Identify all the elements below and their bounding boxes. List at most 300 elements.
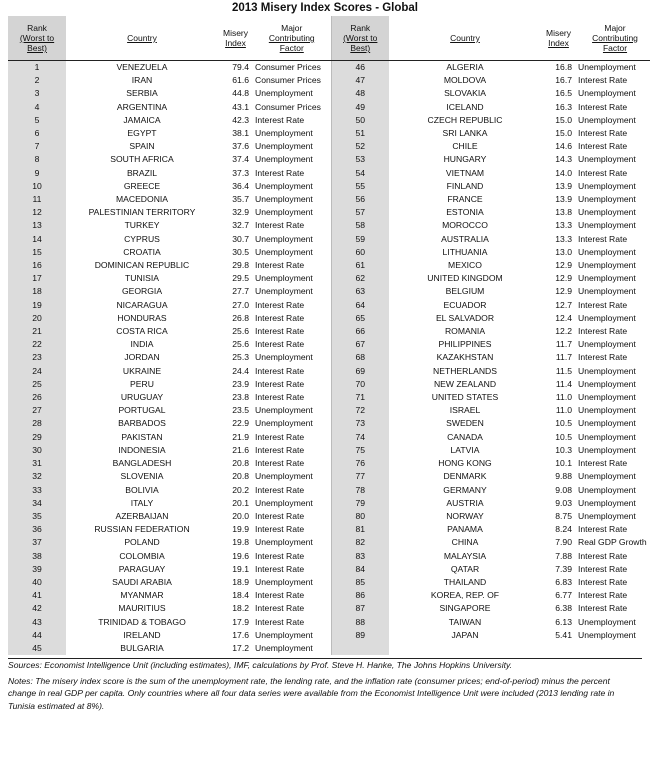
right-country-cell: FINLAND: [446, 180, 484, 191]
left-country-cell: JORDAN: [124, 352, 160, 363]
right-factor-cell: Unemployment: [578, 62, 636, 72]
left-misery-cell: 22.9: [232, 418, 249, 429]
left-rank-cell: 7: [8, 140, 66, 153]
right-factor-cell: Unemployment: [578, 312, 636, 323]
right-factor-cell: Interest Rate: [578, 326, 628, 337]
left-factor-cell: Consumer Prices: [255, 101, 321, 112]
left-misery-cell: 21.6: [232, 444, 249, 455]
left-country-cell: UKRAINE: [122, 365, 162, 376]
rank-header-left: Rank (Worst to Best): [8, 16, 66, 61]
left-country-cell: ITALY: [130, 497, 154, 508]
left-misery-cell: 20.8: [232, 458, 249, 469]
right-factor-cell: Unemployment: [578, 497, 636, 508]
left-rank-cell: 4: [8, 101, 66, 114]
table-row: [8, 180, 650, 193]
right-factor-cell: Interest Rate: [578, 550, 628, 561]
left-factor-cell: Consumer Prices: [255, 62, 321, 72]
right-country-cell: DENMARK: [443, 471, 487, 482]
right-misery-cell: 7.88: [555, 550, 572, 561]
right-rank-cell: 85: [331, 576, 389, 589]
right-rank-cell: 62: [331, 272, 389, 285]
right-rank-cell: 70: [331, 378, 389, 391]
left-country-cell: JAMAICA: [123, 114, 161, 125]
right-country-cell: SLOVAKIA: [444, 88, 486, 99]
table-row: [8, 206, 650, 219]
right-rank-cell: 82: [331, 536, 389, 549]
right-factor-cell: Unemployment: [578, 154, 636, 165]
table-row: [8, 484, 650, 497]
left-misery-cell: 37.3: [232, 167, 249, 178]
left-misery-cell: 23.9: [232, 378, 249, 389]
left-country-cell: BARBADOS: [118, 418, 166, 429]
left-misery-cell: 36.4: [232, 180, 249, 191]
right-rank-cell: 77: [331, 470, 389, 483]
left-factor-cell: Interest Rate: [255, 616, 305, 627]
left-country-cell: IRELAND: [123, 629, 161, 640]
right-rank-cell: 66: [331, 325, 389, 338]
left-rank-cell: 24: [8, 365, 66, 378]
right-country-cell: UNITED STATES: [431, 392, 499, 403]
table-row: [8, 219, 650, 232]
left-misery-cell: 32.9: [232, 207, 249, 218]
left-factor-cell: Unemployment: [255, 352, 313, 363]
factor-header-right: Major Contributing Factor: [576, 16, 650, 61]
left-country-cell: PERU: [130, 378, 154, 389]
right-rank-cell: 84: [331, 563, 389, 576]
left-rank-cell: 20: [8, 312, 66, 325]
left-rank-cell: 36: [8, 523, 66, 536]
right-country-cell: ISRAEL: [449, 405, 481, 416]
table-row: [8, 325, 650, 338]
right-misery-cell: 6.77: [555, 590, 572, 601]
right-country-cell: PANAMA: [447, 524, 483, 535]
left-factor-cell: Unemployment: [255, 471, 313, 482]
right-misery-cell: 8.75: [555, 510, 572, 521]
right-country-cell: ALGERIA: [446, 62, 484, 72]
left-factor-cell: Interest Rate: [255, 590, 305, 601]
left-country-cell: EGYPT: [127, 128, 157, 139]
table-row: [8, 616, 650, 629]
table-row: [8, 312, 650, 325]
left-misery-cell: 35.7: [232, 194, 249, 205]
right-misery-cell: 14.3: [555, 154, 572, 165]
left-factor-cell: Unemployment: [255, 642, 313, 653]
table-row: [8, 563, 650, 576]
left-country-cell: COLOMBIA: [119, 550, 165, 561]
right-misery-cell: 10.1: [555, 458, 572, 469]
table-row: [8, 365, 650, 378]
right-country-cell: CZECH REPUBLIC: [427, 114, 503, 125]
right-factor-cell: Interest Rate: [578, 167, 628, 178]
left-misery-cell: 26.8: [232, 312, 249, 323]
right-misery-cell: 13.9: [555, 180, 572, 191]
right-country-cell: ICELAND: [446, 101, 484, 112]
notes-text: Notes: The misery index score is the sum of the unemployment rate, the lending rate, and the inflation rate (consumer prices; end-of-period) minus the percent change in real GDP per capita. Only countries where all four data series were available from the Economist Intelligence Unit were included (2013 lending rate in Tunisia estimated at 8%).: [8, 675, 615, 711]
right-misery-cell: 13.3: [555, 220, 572, 231]
right-misery-cell: 15.0: [555, 128, 572, 139]
right-country-cell: MOROCCO: [442, 220, 488, 231]
right-country-cell: MALAYSIA: [443, 550, 487, 561]
left-factor-cell: Interest Rate: [255, 458, 305, 469]
right-country-cell: SWEDEN: [446, 418, 484, 429]
left-country-cell: IRAN: [131, 75, 153, 86]
left-rank-cell: 29: [8, 431, 66, 444]
right-rank-cell: 65: [331, 312, 389, 325]
right-country-cell: MOLDOVA: [443, 75, 487, 86]
left-rank-cell: 8: [8, 153, 66, 166]
table-row: [8, 589, 650, 602]
right-rank-cell: 49: [331, 101, 389, 114]
left-factor-cell: Interest Rate: [255, 220, 305, 231]
left-factor-cell: Unemployment: [255, 180, 313, 191]
left-country-cell: SLOVENIA: [120, 471, 164, 482]
table-row: [8, 87, 650, 100]
left-misery-cell: 43.1: [232, 101, 249, 112]
table-row: [8, 550, 650, 563]
left-factor-cell: Unemployment: [255, 537, 313, 548]
left-factor-cell: Interest Rate: [255, 510, 305, 521]
table-row: [8, 299, 650, 312]
left-country-cell: INDONESIA: [118, 444, 166, 455]
left-misery-cell: 20.8: [232, 471, 249, 482]
left-country-cell: PORTUGAL: [118, 405, 166, 416]
left-country-cell: PAKISTAN: [121, 431, 163, 442]
left-factor-cell: Unemployment: [255, 233, 313, 244]
left-country-cell: SPAIN: [129, 141, 155, 152]
left-misery-cell: 24.4: [232, 365, 249, 376]
right-factor-cell: Unemployment: [578, 444, 636, 455]
left-factor-cell: Interest Rate: [255, 326, 305, 337]
right-factor-cell: Interest Rate: [578, 128, 628, 139]
right-rank-cell: 69: [331, 365, 389, 378]
right-misery-cell: 13.8: [555, 207, 572, 218]
right-factor-cell: Interest Rate: [578, 299, 628, 310]
right-misery-cell: 12.9: [555, 286, 572, 297]
table-row: [8, 285, 650, 298]
right-misery-cell: 11.0: [555, 405, 572, 416]
left-factor-cell: Unemployment: [255, 576, 313, 587]
table-row: [8, 114, 650, 127]
left-country-cell: TRINIDAD & TOBAGO: [98, 616, 186, 627]
left-factor-cell: Interest Rate: [255, 524, 305, 535]
right-misery-cell: 16.8: [555, 62, 572, 72]
left-factor-cell: Consumer Prices: [255, 75, 321, 86]
right-misery-cell: 7.90: [555, 537, 572, 548]
left-country-cell: BANGLADESH: [112, 458, 172, 469]
right-factor-cell: Interest Rate: [578, 141, 628, 152]
left-country-cell: COSTA RICA: [116, 326, 168, 337]
left-rank-cell: 27: [8, 404, 66, 417]
table-row: [8, 74, 650, 87]
left-factor-cell: Unemployment: [255, 194, 313, 205]
table-row: [8, 470, 650, 483]
table-row: [8, 417, 650, 430]
right-factor-cell: Interest Rate: [578, 458, 628, 469]
misery-header-right: Misery Index: [541, 16, 576, 61]
left-factor-cell: Unemployment: [255, 629, 313, 640]
right-misery-cell: 9.08: [555, 484, 572, 495]
left-misery-cell: 37.4: [232, 154, 249, 165]
right-country-cell: HONG KONG: [438, 458, 492, 469]
left-country-cell: SOUTH AFRICA: [110, 154, 174, 165]
left-rank-cell: 14: [8, 233, 66, 246]
table-row: [8, 193, 650, 206]
left-misery-cell: 21.9: [232, 431, 249, 442]
left-misery-cell: 37.6: [232, 141, 249, 152]
right-rank-cell: 71: [331, 391, 389, 404]
right-misery-cell: 12.9: [555, 260, 572, 271]
right-factor-cell: Unemployment: [578, 260, 636, 271]
right-country-cell: VIETNAM: [445, 167, 485, 178]
left-factor-cell: Interest Rate: [255, 563, 305, 574]
left-misery-cell: 18.9: [232, 576, 249, 587]
right-rank-cell: 50: [331, 114, 389, 127]
right-misery-cell: 10.5: [555, 418, 572, 429]
left-rank-cell: 22: [8, 338, 66, 351]
left-misery-cell: 25.6: [232, 326, 249, 337]
right-factor-cell: Real GDP Growth: [578, 537, 647, 548]
left-country-cell: BRAZIL: [126, 167, 158, 178]
left-country-cell: PARAGUAY: [118, 563, 166, 574]
left-factor-cell: Interest Rate: [255, 339, 305, 350]
right-rank-cell: 78: [331, 484, 389, 497]
right-factor-cell: Unemployment: [578, 510, 636, 521]
left-rank-cell: 43: [8, 616, 66, 629]
left-misery-cell: 25.6: [232, 339, 249, 350]
left-misery-cell: 79.4: [232, 62, 249, 72]
right-misery-cell: 12.9: [555, 273, 572, 284]
right-country-cell: FRANCE: [447, 194, 483, 205]
right-factor-cell: Unemployment: [578, 484, 636, 495]
right-factor-cell: Unemployment: [578, 88, 636, 99]
sources-text: Sources: Economist Intelligence Unit (including estimates), IMF, calculations by Prof. Steve H. Hanke, The Johns Hopkins University.: [8, 660, 513, 671]
left-rank-cell: 23: [8, 351, 66, 364]
right-country-cell: CHINA: [451, 537, 479, 548]
left-rank-cell: 39: [8, 563, 66, 576]
right-misery-cell: 11.7: [555, 352, 572, 363]
left-misery-cell: 17.9: [232, 616, 249, 627]
notes-section: [8, 658, 642, 712]
table-row: [8, 457, 650, 470]
right-country-cell: UNITED KINGDOM: [427, 273, 503, 284]
table-row: [8, 140, 650, 153]
right-misery-cell: 11.7: [555, 339, 572, 350]
right-factor-cell: Unemployment: [578, 629, 636, 640]
left-country-cell: GREECE: [123, 180, 161, 191]
left-rank-cell: 37: [8, 536, 66, 549]
right-rank-cell: 75: [331, 444, 389, 457]
left-misery-cell: 23.5: [232, 405, 249, 416]
right-country-cell: BELGIUM: [445, 286, 485, 297]
right-country-cell: JAPAN: [451, 629, 479, 640]
right-country-cell: NETHERLANDS: [433, 365, 497, 376]
right-misery-cell: 12.7: [555, 299, 572, 310]
right-factor-cell: Unemployment: [578, 273, 636, 284]
table-row: [8, 510, 650, 523]
left-factor-cell: Unemployment: [255, 154, 313, 165]
left-rank-cell: 40: [8, 576, 66, 589]
right-rank-cell: 55: [331, 180, 389, 193]
left-factor-cell: Unemployment: [255, 286, 313, 297]
left-rank-cell: 31: [8, 457, 66, 470]
left-rank-cell: 26: [8, 391, 66, 404]
right-rank-cell: 76: [331, 457, 389, 470]
right-misery-cell: 16.3: [555, 101, 572, 112]
right-factor-cell: Unemployment: [578, 616, 636, 627]
right-country-cell: PHILIPPINES: [438, 339, 492, 350]
right-misery-cell: 16.7: [555, 75, 572, 86]
right-misery-cell: 9.88: [555, 471, 572, 482]
right-factor-cell: Interest Rate: [578, 590, 628, 601]
table-row: [8, 338, 650, 351]
right-rank-cell: 79: [331, 497, 389, 510]
right-misery-cell: [541, 642, 576, 655]
table-row: [8, 431, 650, 444]
left-country-cell: SERBIA: [126, 88, 158, 99]
right-country-cell: EL SALVADOR: [435, 312, 495, 323]
left-country-cell: ARGENTINA: [116, 101, 168, 112]
left-factor-cell: Interest Rate: [255, 550, 305, 561]
left-rank-cell: 25: [8, 378, 66, 391]
right-factor-cell: Interest Rate: [578, 352, 628, 363]
table-header-row: [8, 16, 650, 61]
right-country-cell: MEXICO: [448, 260, 482, 271]
left-country-cell: PALESTINIAN TERRITORY: [88, 207, 196, 218]
left-factor-cell: Unemployment: [255, 497, 313, 508]
left-factor-cell: Interest Rate: [255, 378, 305, 389]
right-misery-cell: 14.6: [555, 141, 572, 152]
left-rank-cell: 34: [8, 497, 66, 510]
left-misery-cell: 19.9: [232, 524, 249, 535]
right-factor-cell: [576, 642, 650, 655]
table-row: [8, 536, 650, 549]
right-misery-cell: 9.03: [555, 497, 572, 508]
table-row: [8, 259, 650, 272]
left-factor-cell: Unemployment: [255, 207, 313, 218]
left-rank-cell: 45: [8, 642, 66, 655]
table-row: [8, 404, 650, 417]
table-row: [8, 642, 650, 655]
right-misery-cell: 10.3: [555, 444, 572, 455]
left-rank-cell: 13: [8, 219, 66, 232]
left-country-cell: POLAND: [124, 537, 160, 548]
right-country-cell: NORWAY: [446, 510, 484, 521]
right-misery-cell: 6.83: [555, 576, 572, 587]
left-factor-cell: Unemployment: [255, 418, 313, 429]
table-row: [8, 497, 650, 510]
right-rank-cell: 59: [331, 233, 389, 246]
left-rank-cell: 18: [8, 285, 66, 298]
right-rank-cell: 47: [331, 74, 389, 87]
left-misery-cell: 32.7: [232, 220, 249, 231]
left-country-cell: MACEDONIA: [115, 194, 169, 205]
right-misery-cell: 11.4: [555, 378, 572, 389]
left-country-cell: GEORGIA: [121, 286, 163, 297]
left-rank-cell: 2: [8, 74, 66, 87]
left-rank-cell: 11: [8, 193, 66, 206]
table-body: [8, 61, 650, 656]
left-misery-cell: 27.0: [232, 299, 249, 310]
right-misery-cell: 12.4: [555, 312, 572, 323]
left-country-cell: RUSSIAN FEDERATION: [94, 524, 190, 535]
left-misery-cell: 38.1: [232, 128, 249, 139]
right-factor-cell: Unemployment: [578, 220, 636, 231]
left-misery-cell: 30.5: [232, 246, 249, 257]
left-country-cell: VENEZUELA: [116, 62, 168, 72]
left-misery-cell: 20.2: [232, 484, 249, 495]
left-misery-cell: 18.4: [232, 590, 249, 601]
left-misery-cell: 25.3: [232, 352, 249, 363]
right-rank-cell: 56: [331, 193, 389, 206]
left-rank-cell: 41: [8, 589, 66, 602]
table-row: [8, 272, 650, 285]
right-misery-cell: 6.38: [555, 603, 572, 614]
right-misery-cell: 10.5: [555, 431, 572, 442]
left-misery-cell: 44.8: [232, 88, 249, 99]
left-country-cell: AZERBAIJAN: [115, 510, 169, 521]
right-country-cell: ECUADOR: [443, 299, 487, 310]
left-rank-cell: 35: [8, 510, 66, 523]
left-rank-cell: 19: [8, 299, 66, 312]
left-country-cell: INDIA: [130, 339, 154, 350]
left-country-cell: TUNISIA: [125, 273, 159, 284]
left-rank-cell: 17: [8, 272, 66, 285]
right-country-cell: TAIWAN: [448, 616, 482, 627]
left-rank-cell: 33: [8, 484, 66, 497]
right-country-cell: THAILAND: [443, 576, 487, 587]
right-rank-cell: 83: [331, 550, 389, 563]
right-rank-cell: [331, 642, 389, 655]
right-country-cell: [389, 642, 541, 655]
right-misery-cell: 6.13: [555, 616, 572, 627]
left-country-cell: CROATIA: [123, 246, 161, 257]
left-rank-cell: 10: [8, 180, 66, 193]
left-rank-cell: 44: [8, 629, 66, 642]
left-rank-cell: 38: [8, 550, 66, 563]
right-country-cell: CANADA: [447, 431, 483, 442]
right-misery-cell: 13.9: [555, 194, 572, 205]
left-rank-cell: 30: [8, 444, 66, 457]
right-rank-cell: 60: [331, 246, 389, 259]
table-row: [8, 61, 650, 75]
left-factor-cell: Unemployment: [255, 141, 313, 152]
right-country-cell: SRI LANKA: [442, 128, 488, 139]
left-country-cell: BULGARIA: [120, 642, 164, 653]
left-rank-cell: 6: [8, 127, 66, 140]
left-country-cell: NICARAGUA: [116, 299, 168, 310]
right-misery-cell: 11.5: [555, 365, 572, 376]
left-misery-cell: 20.1: [232, 497, 249, 508]
left-rank-cell: 32: [8, 470, 66, 483]
left-rank-cell: 15: [8, 246, 66, 259]
right-factor-cell: Unemployment: [578, 339, 636, 350]
right-misery-cell: 5.41: [555, 629, 572, 640]
right-misery-cell: 13.0: [555, 246, 572, 257]
left-rank-cell: 5: [8, 114, 66, 127]
misery-index-table: [8, 16, 650, 655]
right-rank-cell: 61: [331, 259, 389, 272]
right-misery-cell: 15.0: [555, 114, 572, 125]
right-factor-cell: Unemployment: [578, 405, 636, 416]
table-row: [8, 444, 650, 457]
left-country-cell: BOLIVIA: [125, 484, 159, 495]
left-misery-cell: 42.3: [232, 114, 249, 125]
right-rank-cell: 68: [331, 351, 389, 364]
left-factor-cell: Interest Rate: [255, 484, 305, 495]
right-factor-cell: Interest Rate: [578, 75, 628, 86]
left-country-cell: HONDURAS: [117, 312, 167, 323]
table-row: [8, 378, 650, 391]
